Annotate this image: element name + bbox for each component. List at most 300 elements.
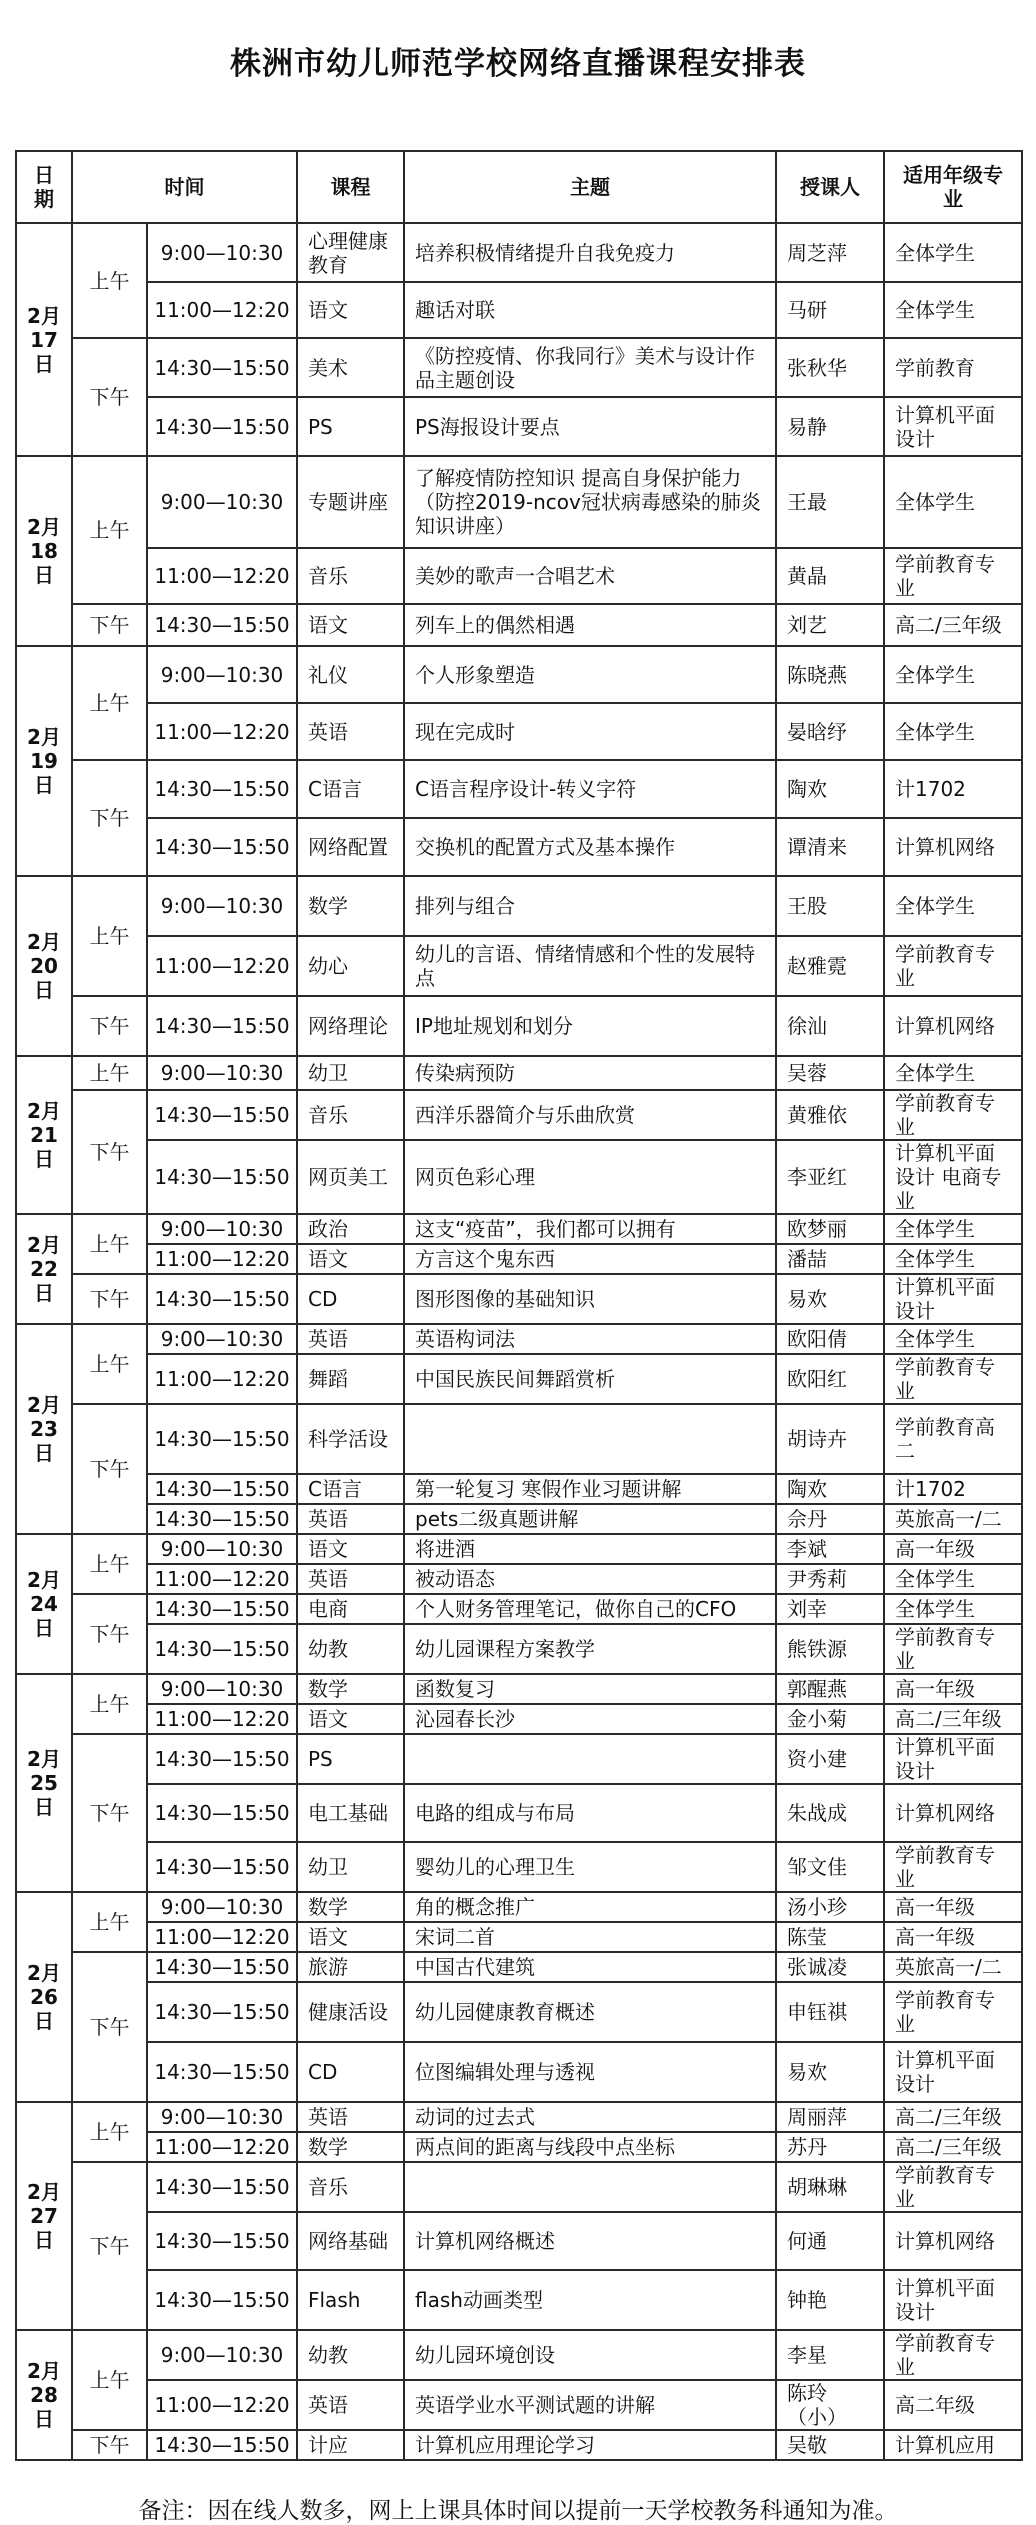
date-cell: 2月22日 xyxy=(16,1214,72,1324)
grade-cell: 全体学生 xyxy=(884,646,1022,703)
time-cell: 9:00—10:30 xyxy=(147,1214,297,1244)
course-cell: 政治 xyxy=(297,1214,404,1244)
topic-cell: 动词的过去式 xyxy=(404,2102,776,2132)
table-row xyxy=(16,1354,1022,1404)
time-cell: 14:30—15:50 xyxy=(147,397,297,456)
teacher-cell: 资小建 xyxy=(776,1734,884,1784)
date-cell: 2月17日 xyxy=(16,223,72,456)
course-cell: 语文 xyxy=(297,282,404,338)
topic-cell: 函数复习 xyxy=(404,1674,776,1704)
course-cell: 旅游 xyxy=(297,1952,404,1982)
session-cell: 下午 xyxy=(72,338,147,456)
table-header-row xyxy=(16,151,1022,223)
topic-cell: 电路的组成与布局 xyxy=(404,1784,776,1842)
teacher-cell: 钟艳 xyxy=(776,2270,884,2330)
grade-cell: 学前教育专业 xyxy=(884,548,1022,604)
date-cell: 2月26日 xyxy=(16,1892,72,2102)
time-cell: 14:30—15:50 xyxy=(147,1842,297,1892)
grade-cell: 高一年级 xyxy=(884,1674,1022,1704)
course-cell: 语文 xyxy=(297,1704,404,1734)
course-cell: 英语 xyxy=(297,2102,404,2132)
teacher-cell: 王股 xyxy=(776,876,884,936)
grade-cell: 学前教育 xyxy=(884,338,1022,397)
table-row xyxy=(16,1922,1022,1952)
course-cell: 数学 xyxy=(297,876,404,936)
session-cell: 下午 xyxy=(72,2430,147,2460)
course-cell: 舞蹈 xyxy=(297,1354,404,1404)
table-row xyxy=(16,2430,1022,2460)
table-row xyxy=(16,1982,1022,2042)
time-cell: 11:00—12:20 xyxy=(147,548,297,604)
course-cell: 心理健康教育 xyxy=(297,223,404,282)
course-cell: 幼心 xyxy=(297,936,404,996)
grade-cell: 计算机平面设计 xyxy=(884,1734,1022,1784)
teacher-cell: 吴敬 xyxy=(776,2430,884,2460)
course-cell: 音乐 xyxy=(297,548,404,604)
time-cell: 9:00—10:30 xyxy=(147,2330,297,2380)
time-cell: 11:00—12:20 xyxy=(147,1564,297,1594)
topic-cell: PS海报设计要点 xyxy=(404,397,776,456)
teacher-cell: 邹文佳 xyxy=(776,1842,884,1892)
course-cell: 科学活设 xyxy=(297,1404,404,1474)
teacher-cell: 郭醒燕 xyxy=(776,1674,884,1704)
teacher-cell: 熊铁源 xyxy=(776,1624,884,1674)
teacher-cell: 陶欢 xyxy=(776,1474,884,1504)
teacher-cell: 陈玲（小） xyxy=(776,2380,884,2430)
teacher-cell: 陈莹 xyxy=(776,1922,884,1952)
topic-cell: 计算机网络概述 xyxy=(404,2212,776,2270)
course-cell: 数学 xyxy=(297,1674,404,1704)
teacher-cell: 王最 xyxy=(776,456,884,548)
table-row xyxy=(16,2270,1022,2330)
topic-cell: flash动画类型 xyxy=(404,2270,776,2330)
session-cell: 下午 xyxy=(72,996,147,1056)
topic-cell: 英语学业水平测试题的讲解 xyxy=(404,2380,776,2430)
time-cell: 11:00—12:20 xyxy=(147,2132,297,2162)
teacher-cell: 潘喆 xyxy=(776,1244,884,1274)
time-cell: 14:30—15:50 xyxy=(147,1404,297,1474)
topic-cell: 美妙的歌声一合唱艺术 xyxy=(404,548,776,604)
topic-cell: 了解疫情防控知识 提高自身保护能力（防控2019-ncov冠状病毒感染的肺炎知识讲座） xyxy=(404,456,776,548)
session-cell: 上午 xyxy=(72,1214,147,1274)
grade-cell: 计算机网络 xyxy=(884,996,1022,1056)
time-cell: 11:00—12:20 xyxy=(147,936,297,996)
topic-cell: 角的概念推广 xyxy=(404,1892,776,1922)
topic-cell: 趣话对联 xyxy=(404,282,776,338)
table-row xyxy=(16,1244,1022,1274)
grade-cell: 计算机平面设计 xyxy=(884,1274,1022,1324)
table-row xyxy=(16,876,1022,936)
teacher-cell: 黄晶 xyxy=(776,548,884,604)
grade-cell: 高二/三年级 xyxy=(884,604,1022,646)
course-cell: C语言 xyxy=(297,1474,404,1504)
table-row xyxy=(16,1274,1022,1324)
grade-cell: 全体学生 xyxy=(884,1564,1022,1594)
table-row xyxy=(16,1674,1022,1704)
teacher-cell: 刘幸 xyxy=(776,1594,884,1624)
session-cell: 下午 xyxy=(72,1274,147,1324)
topic-cell: 英语构词法 xyxy=(404,1324,776,1354)
topic-cell: 幼儿园课程方案教学 xyxy=(404,1624,776,1674)
grade-cell: 学前教育高二 xyxy=(884,1404,1022,1474)
table-row xyxy=(16,646,1022,703)
session-cell: 下午 xyxy=(72,1734,147,1892)
table-row xyxy=(16,604,1022,646)
time-cell: 14:30—15:50 xyxy=(147,996,297,1056)
time-cell: 9:00—10:30 xyxy=(147,456,297,548)
topic-cell: 被动语态 xyxy=(404,1564,776,1594)
grade-cell: 计算机应用 xyxy=(884,2430,1022,2460)
time-cell: 14:30—15:50 xyxy=(147,760,297,818)
grade-cell: 高一年级 xyxy=(884,1922,1022,1952)
session-cell: 下午 xyxy=(72,2162,147,2330)
teacher-cell: 何通 xyxy=(776,2212,884,2270)
table-row xyxy=(16,1534,1022,1564)
date-cell: 2月28日 xyxy=(16,2330,72,2460)
teacher-cell: 徐汕 xyxy=(776,996,884,1056)
date-cell: 2月20日 xyxy=(16,876,72,1056)
course-cell: 语文 xyxy=(297,1922,404,1952)
time-cell: 14:30—15:50 xyxy=(147,1952,297,1982)
header-course: 课程 xyxy=(297,151,404,223)
topic-cell: 两点间的距离与线段中点坐标 xyxy=(404,2132,776,2162)
table-row xyxy=(16,818,1022,876)
table-row xyxy=(16,338,1022,397)
table-row xyxy=(16,1324,1022,1354)
teacher-cell: 黄雅依 xyxy=(776,1090,884,1140)
teacher-cell: 张秋华 xyxy=(776,338,884,397)
topic-cell: 传染病预防 xyxy=(404,1056,776,1090)
table-row xyxy=(16,1474,1022,1504)
teacher-cell: 周芝萍 xyxy=(776,223,884,282)
session-cell: 上午 xyxy=(72,1056,147,1090)
date-cell: 2月25日 xyxy=(16,1674,72,1892)
teacher-cell: 朱战成 xyxy=(776,1784,884,1842)
course-cell: 英语 xyxy=(297,1564,404,1594)
session-cell: 上午 xyxy=(72,1674,147,1734)
table-row xyxy=(16,456,1022,548)
course-cell: 电工基础 xyxy=(297,1784,404,1842)
topic-cell: 中国古代建筑 xyxy=(404,1952,776,1982)
table-row xyxy=(16,936,1022,996)
grade-cell: 全体学生 xyxy=(884,223,1022,282)
course-cell: 语文 xyxy=(297,1244,404,1274)
teacher-cell: 谭清来 xyxy=(776,818,884,876)
teacher-cell: 易欢 xyxy=(776,1274,884,1324)
session-cell: 下午 xyxy=(72,760,147,876)
course-cell: C语言 xyxy=(297,760,404,818)
session-cell: 上午 xyxy=(72,2102,147,2162)
course-cell: 英语 xyxy=(297,1504,404,1534)
table-row xyxy=(16,2330,1022,2380)
topic-cell: pets二级真题讲解 xyxy=(404,1504,776,1534)
course-cell: 专题讲座 xyxy=(297,456,404,548)
grade-cell: 全体学生 xyxy=(884,876,1022,936)
time-cell: 9:00—10:30 xyxy=(147,1534,297,1564)
time-cell: 9:00—10:30 xyxy=(147,1324,297,1354)
time-cell: 14:30—15:50 xyxy=(147,1140,297,1214)
session-cell: 上午 xyxy=(72,1892,147,1952)
table-row xyxy=(16,1056,1022,1090)
grade-cell: 英旅高一/二 xyxy=(884,1952,1022,1982)
time-cell: 14:30—15:50 xyxy=(147,818,297,876)
grade-cell: 高二/三年级 xyxy=(884,2132,1022,2162)
table-row xyxy=(16,397,1022,456)
course-cell: 网络配置 xyxy=(297,818,404,876)
grade-cell: 高一年级 xyxy=(884,1534,1022,1564)
topic-cell xyxy=(404,1734,776,1784)
teacher-cell: 苏丹 xyxy=(776,2132,884,2162)
teacher-cell: 欧阳红 xyxy=(776,1354,884,1404)
time-cell: 14:30—15:50 xyxy=(147,2430,297,2460)
course-cell: PS xyxy=(297,397,404,456)
date-cell: 2月27日 xyxy=(16,2102,72,2330)
date-cell: 2月19日 xyxy=(16,646,72,876)
grade-cell: 高二年级 xyxy=(884,2380,1022,2430)
session-cell: 上午 xyxy=(72,646,147,760)
teacher-cell: 陈晓燕 xyxy=(776,646,884,703)
header-topic: 主题 xyxy=(404,151,776,223)
header-grade: 适用年级专业 xyxy=(884,151,1022,223)
time-cell: 9:00—10:30 xyxy=(147,1674,297,1704)
table-row xyxy=(16,1564,1022,1594)
table-row xyxy=(16,1952,1022,1982)
grade-cell: 学前教育专业 xyxy=(884,936,1022,996)
grade-cell: 学前教育专业 xyxy=(884,1842,1022,1892)
table-row xyxy=(16,2380,1022,2430)
topic-cell: 图形图像的基础知识 xyxy=(404,1274,776,1324)
grade-cell: 学前教育专业 xyxy=(884,1624,1022,1674)
table-row xyxy=(16,760,1022,818)
teacher-cell: 陶欢 xyxy=(776,760,884,818)
time-cell: 14:30—15:50 xyxy=(147,2212,297,2270)
teacher-cell: 易欢 xyxy=(776,2042,884,2102)
time-cell: 14:30—15:50 xyxy=(147,604,297,646)
teacher-cell: 金小菊 xyxy=(776,1704,884,1734)
table-row xyxy=(16,2102,1022,2132)
course-cell: 英语 xyxy=(297,1324,404,1354)
teacher-cell: 李亚红 xyxy=(776,1140,884,1214)
time-cell: 14:30—15:50 xyxy=(147,1474,297,1504)
grade-cell: 计算机网络 xyxy=(884,818,1022,876)
topic-cell: C语言程序设计-转义字符 xyxy=(404,760,776,818)
table-row xyxy=(16,1842,1022,1892)
course-cell: 英语 xyxy=(297,703,404,760)
topic-cell: 沁园春长沙 xyxy=(404,1704,776,1734)
topic-cell: 个人财务管理笔记，做你自己的CFO xyxy=(404,1594,776,1624)
grade-cell: 高二/三年级 xyxy=(884,1704,1022,1734)
table-row xyxy=(16,703,1022,760)
table-row xyxy=(16,1892,1022,1922)
time-cell: 14:30—15:50 xyxy=(147,2042,297,2102)
teacher-cell: 尹秀莉 xyxy=(776,1564,884,1594)
table-row xyxy=(16,1090,1022,1140)
course-cell: 音乐 xyxy=(297,2162,404,2212)
date-cell: 2月23日 xyxy=(16,1324,72,1534)
topic-cell: 位图编辑处理与透视 xyxy=(404,2042,776,2102)
teacher-cell: 胡琳琳 xyxy=(776,2162,884,2212)
grade-cell: 计1702 xyxy=(884,1474,1022,1504)
topic-cell: 《防控疫情、你我同行》美术与设计作品主题创设 xyxy=(404,338,776,397)
time-cell: 11:00—12:20 xyxy=(147,1922,297,1952)
course-cell: 语文 xyxy=(297,1534,404,1564)
table-row xyxy=(16,2132,1022,2162)
course-cell: 数学 xyxy=(297,1892,404,1922)
table-row xyxy=(16,1504,1022,1534)
grade-cell: 英旅高一/二 xyxy=(884,1504,1022,1534)
grade-cell: 计算机网络 xyxy=(884,1784,1022,1842)
teacher-cell: 胡诗卉 xyxy=(776,1404,884,1474)
table-row xyxy=(16,1624,1022,1674)
table-row xyxy=(16,1704,1022,1734)
time-cell: 14:30—15:50 xyxy=(147,1274,297,1324)
teacher-cell: 汤小珍 xyxy=(776,1892,884,1922)
topic-cell: 西洋乐器简介与乐曲欣赏 xyxy=(404,1090,776,1140)
course-cell: 礼仪 xyxy=(297,646,404,703)
time-cell: 9:00—10:30 xyxy=(147,876,297,936)
topic-cell: 第一轮复习 寒假作业习题讲解 xyxy=(404,1474,776,1504)
session-cell: 下午 xyxy=(72,604,147,646)
table-row xyxy=(16,1594,1022,1624)
topic-cell: 幼儿园环境创设 xyxy=(404,2330,776,2380)
time-cell: 14:30—15:50 xyxy=(147,1982,297,2042)
grade-cell: 全体学生 xyxy=(884,456,1022,548)
session-cell: 上午 xyxy=(72,456,147,604)
time-cell: 14:30—15:50 xyxy=(147,2162,297,2212)
topic-cell: 交换机的配置方式及基本操作 xyxy=(404,818,776,876)
schedule-table xyxy=(15,150,1023,2461)
course-cell: 美术 xyxy=(297,338,404,397)
topic-cell: 幼儿的言语、情绪情感和个性的发展特点 xyxy=(404,936,776,996)
grade-cell: 计算机平面设计 电商专业 xyxy=(884,1140,1022,1214)
grade-cell: 计算机平面设计 xyxy=(884,2042,1022,2102)
topic-cell: 计算机应用理论学习 xyxy=(404,2430,776,2460)
time-cell: 14:30—15:50 xyxy=(147,1090,297,1140)
course-cell: 健康活设 xyxy=(297,1982,404,2042)
time-cell: 14:30—15:50 xyxy=(147,1624,297,1674)
header-teacher: 授课人 xyxy=(776,151,884,223)
session-cell: 下午 xyxy=(72,1404,147,1534)
time-cell: 9:00—10:30 xyxy=(147,1892,297,1922)
topic-cell xyxy=(404,1404,776,1474)
grade-cell: 全体学生 xyxy=(884,1594,1022,1624)
topic-cell: IP地址规划和划分 xyxy=(404,996,776,1056)
date-cell: 2月21日 xyxy=(16,1056,72,1214)
time-cell: 14:30—15:50 xyxy=(147,1784,297,1842)
course-cell: 网络理论 xyxy=(297,996,404,1056)
teacher-cell: 佘丹 xyxy=(776,1504,884,1534)
topic-cell: 个人形象塑造 xyxy=(404,646,776,703)
teacher-cell: 申钰祺 xyxy=(776,1982,884,2042)
teacher-cell: 张诚凌 xyxy=(776,1952,884,1982)
grade-cell: 计算机平面设计 xyxy=(884,397,1022,456)
table-row xyxy=(16,1140,1022,1214)
course-cell: 幼教 xyxy=(297,1624,404,1674)
topic-cell: 婴幼儿的心理卫生 xyxy=(404,1842,776,1892)
topic-cell: 幼儿园健康教育概述 xyxy=(404,1982,776,2042)
session-cell: 上午 xyxy=(72,876,147,996)
grade-cell: 高一年级 xyxy=(884,1892,1022,1922)
course-cell: PS xyxy=(297,1734,404,1784)
schedule-body xyxy=(16,223,1022,2460)
time-cell: 11:00—12:20 xyxy=(147,1244,297,1274)
footnote: 备注：因在线人数多，网上上课具体时间以提前一天学校教务科通知为准。 xyxy=(138,2498,898,2524)
topic-cell: 这支“疫苗”，我们都可以拥有 xyxy=(404,1214,776,1244)
course-cell: 语文 xyxy=(297,604,404,646)
course-cell: 幼卫 xyxy=(297,1842,404,1892)
header-time: 时间 xyxy=(72,151,297,223)
topic-cell xyxy=(404,2162,776,2212)
grade-cell: 计算机网络 xyxy=(884,2212,1022,2270)
course-cell: Flash xyxy=(297,2270,404,2330)
table-row xyxy=(16,2212,1022,2270)
topic-cell: 网页色彩心理 xyxy=(404,1140,776,1214)
session-cell: 下午 xyxy=(72,1952,147,2102)
table-row xyxy=(16,2162,1022,2212)
grade-cell: 学前教育专业 xyxy=(884,1982,1022,2042)
session-cell: 上午 xyxy=(72,1534,147,1594)
table-row xyxy=(16,223,1022,282)
session-cell: 下午 xyxy=(72,1594,147,1674)
course-cell: CD xyxy=(297,2042,404,2102)
table-row xyxy=(16,2042,1022,2102)
teacher-cell: 晏晗纾 xyxy=(776,703,884,760)
table-row xyxy=(16,548,1022,604)
topic-cell: 方言这个鬼东西 xyxy=(404,1244,776,1274)
date-cell: 2月18日 xyxy=(16,456,72,646)
grade-cell: 高二/三年级 xyxy=(884,2102,1022,2132)
table-row xyxy=(16,282,1022,338)
time-cell: 11:00—12:20 xyxy=(147,1354,297,1404)
topic-cell: 排列与组合 xyxy=(404,876,776,936)
course-cell: 计应 xyxy=(297,2430,404,2460)
time-cell: 9:00—10:30 xyxy=(147,223,297,282)
topic-cell: 宋词二首 xyxy=(404,1922,776,1952)
grade-cell: 全体学生 xyxy=(884,1214,1022,1244)
grade-cell: 学前教育专业 xyxy=(884,1090,1022,1140)
teacher-cell: 赵雅霓 xyxy=(776,936,884,996)
grade-cell: 全体学生 xyxy=(884,1244,1022,1274)
session-cell: 上午 xyxy=(72,2330,147,2430)
time-cell: 14:30—15:50 xyxy=(147,1734,297,1784)
course-cell: 数学 xyxy=(297,2132,404,2162)
course-cell: 英语 xyxy=(297,2380,404,2430)
grade-cell: 计1702 xyxy=(884,760,1022,818)
grade-cell: 学前教育专业 xyxy=(884,2162,1022,2212)
course-cell: CD xyxy=(297,1274,404,1324)
course-cell: 网络基础 xyxy=(297,2212,404,2270)
grade-cell: 计算机平面设计 xyxy=(884,2270,1022,2330)
grade-cell: 全体学生 xyxy=(884,1056,1022,1090)
header-date: 日期 xyxy=(16,151,72,223)
table-row xyxy=(16,1734,1022,1784)
teacher-cell: 吴蓉 xyxy=(776,1056,884,1090)
teacher-cell: 李星 xyxy=(776,2330,884,2380)
topic-cell: 培养积极情绪提升自我免疫力 xyxy=(404,223,776,282)
table-row xyxy=(16,1784,1022,1842)
document-title: 株洲市幼儿师范学校网络直播课程安排表 xyxy=(230,46,806,82)
time-cell: 11:00—12:20 xyxy=(147,703,297,760)
session-cell: 上午 xyxy=(72,1324,147,1404)
course-cell: 幼卫 xyxy=(297,1056,404,1090)
teacher-cell: 马研 xyxy=(776,282,884,338)
topic-cell: 现在完成时 xyxy=(404,703,776,760)
grade-cell: 全体学生 xyxy=(884,282,1022,338)
topic-cell: 列车上的偶然相遇 xyxy=(404,604,776,646)
teacher-cell: 欧梦丽 xyxy=(776,1214,884,1244)
session-cell: 上午 xyxy=(72,223,147,338)
time-cell: 14:30—15:50 xyxy=(147,338,297,397)
